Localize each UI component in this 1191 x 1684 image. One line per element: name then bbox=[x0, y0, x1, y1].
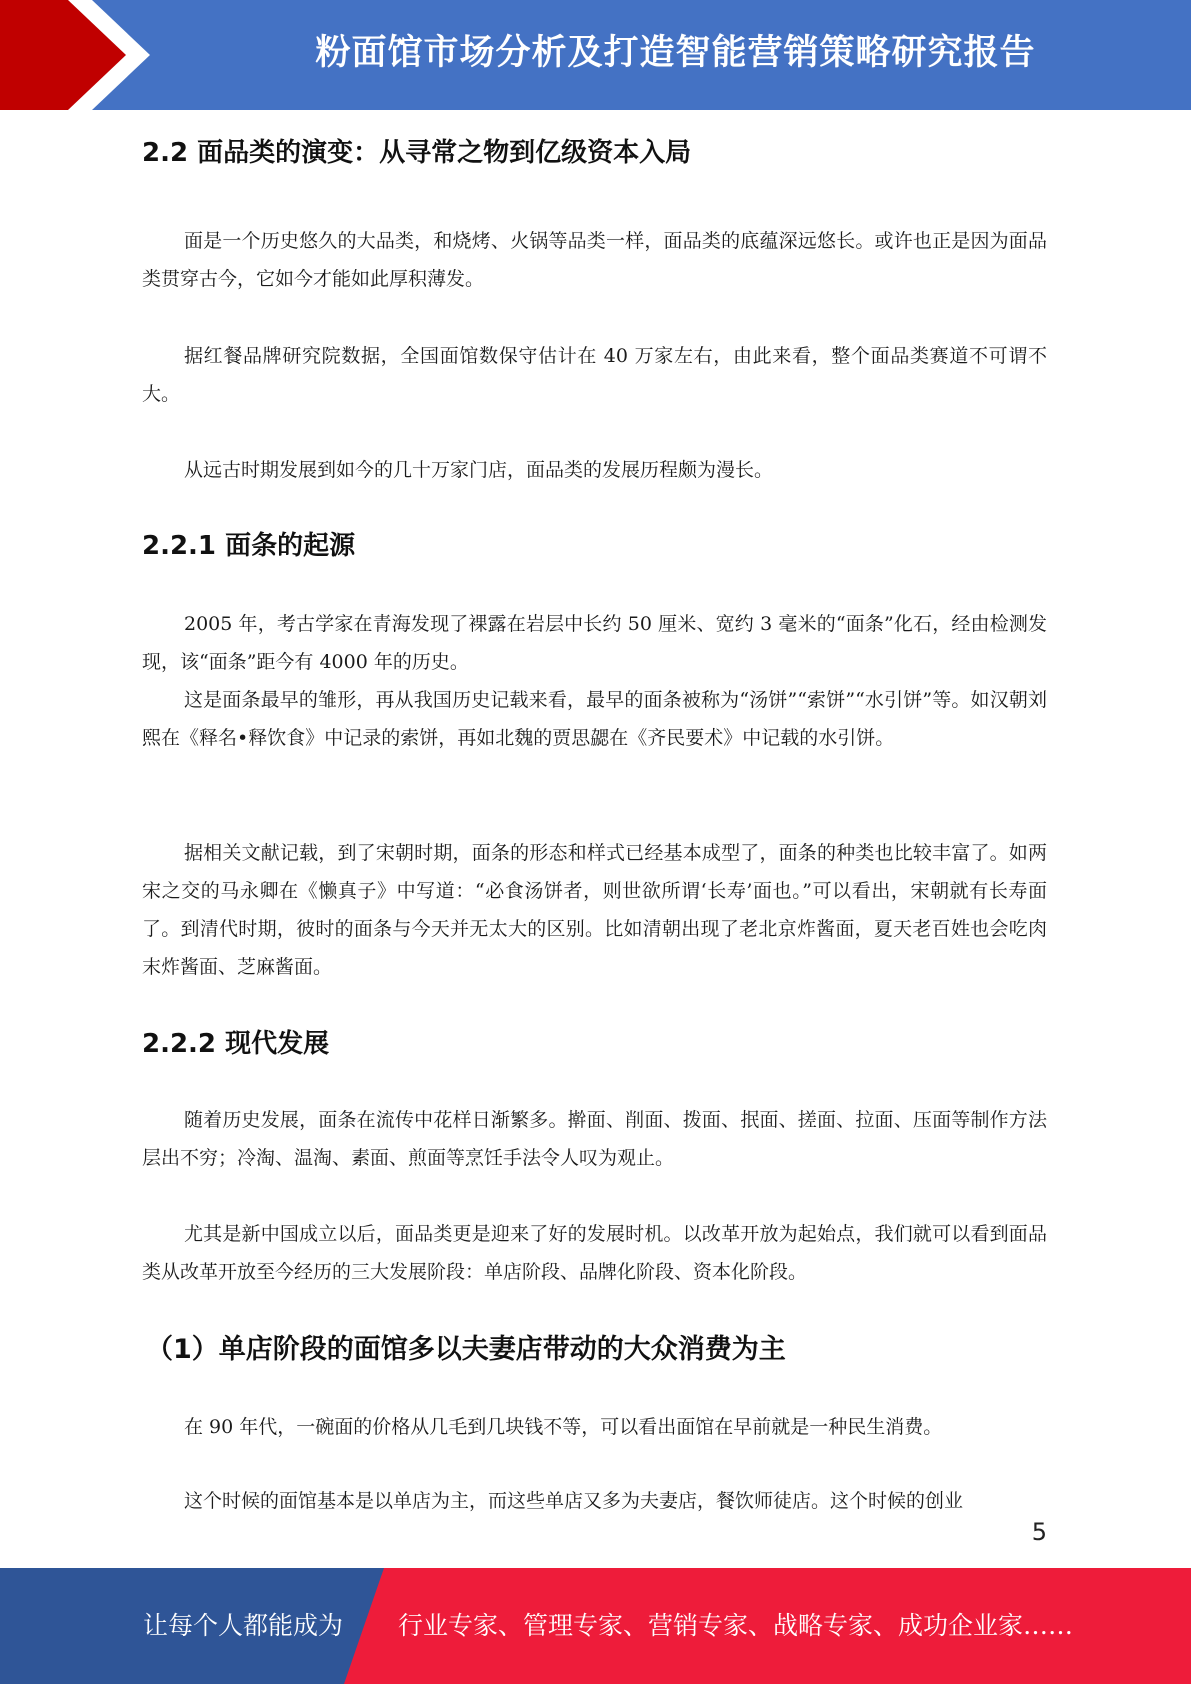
paragraph: 这是面条最早的雏形，再从我国历史记载来看，最早的面条被称为“汤饼”“索饼”“水引饼”等。如汉朝刘熙在《释名•释饮食》中记录的索饼，再如北魏的贾思勰在《齐民要术》中记载的水引饼。 bbox=[142, 689, 1047, 749]
paragraph: 据红餐品牌研究院数据，全国面馆数保守估计在 40 万家左右，由此来看，整个面品类赛道不可谓不大。 bbox=[142, 345, 1047, 405]
report-header-banner bbox=[0, 0, 1191, 110]
paragraph: 从远古时期发展到如今的几十万家门店，面品类的发展历程颇为漫长。 bbox=[184, 459, 774, 481]
paragraph: 2005 年，考古学家在青海发现了裸露在岩层中长约 50 厘米、宽约 3 毫米的“面条”化石，经由检测发现，该“面条”距今有 4000 年的历史。 bbox=[142, 613, 1047, 673]
paragraph: 随着历史发展，面条在流传中花样日渐繁多。擀面、削面、拨面、抿面、搓面、拉面、压面等制作方法层出不穷；冷淘、温淘、素面、煎面等烹饪手法令人叹为观止。 bbox=[142, 1109, 1047, 1169]
report-footer-banner bbox=[0, 1568, 1191, 1684]
section-heading: 2.2 面品类的演变：从寻常之物到亿级资本入局 bbox=[142, 138, 692, 168]
footer-slogan-right: 行业专家、管理专家、营销专家、战略专家、成功企业家…… bbox=[398, 1611, 1074, 1640]
report-title: 粉面馆市场分析及打造智能营销策略研究报告 bbox=[315, 33, 1036, 73]
page-number: 5 bbox=[1031, 1518, 1047, 1546]
paragraph: 面是一个历史悠久的大品类，和烧烤、火锅等品类一样，面品类的底蕴深远悠长。或许也正是因为面品类贯穿古今，它如今才能如此厚积薄发。 bbox=[142, 230, 1047, 290]
chevron-arrow-icon bbox=[0, 0, 160, 110]
stage-heading: （1）单店阶段的面馆多以夫妻店带动的大众消费为主 bbox=[146, 1334, 786, 1365]
paragraph: 这个时候的面馆基本是以单店为主，而这些单店又多为夫妻店，餐饮师徒店。这个时候的创业 bbox=[184, 1490, 964, 1512]
paragraph: 据相关文献记载，到了宋朝时期，面条的形态和样式已经基本成型了，面条的种类也比较丰富了。如两宋之交的马永卿在《懒真子》中写道：“必食汤饼者，则世欲所谓‘长寿’面也。”可以看出，宋朝就有长寿面了。到清代时期，彼时的面条与今天并无太大的区别。比如清朝出现了老北京炸酱面，夏天老百姓也会吃肉末炸酱面、芝麻酱面。 bbox=[142, 842, 1047, 978]
subsection-heading-origin: 2.2.1 面条的起源 bbox=[142, 531, 356, 561]
subsection-heading-modern: 2.2.2 现代发展 bbox=[142, 1029, 330, 1059]
footer-slogan-left: 让每个人都能成为 bbox=[143, 1611, 344, 1640]
paragraph: 在 90 年代，一碗面的价格从几毛到几块钱不等，可以看出面馆在早前就是一种民生消费。 bbox=[184, 1416, 943, 1438]
paragraph: 尤其是新中国成立以后，面品类更是迎来了好的发展时机。以改革开放为起始点，我们就可以看到面品类从改革开放至今经历的三大发展阶段：单店阶段、品牌化阶段、资本化阶段。 bbox=[142, 1223, 1047, 1283]
